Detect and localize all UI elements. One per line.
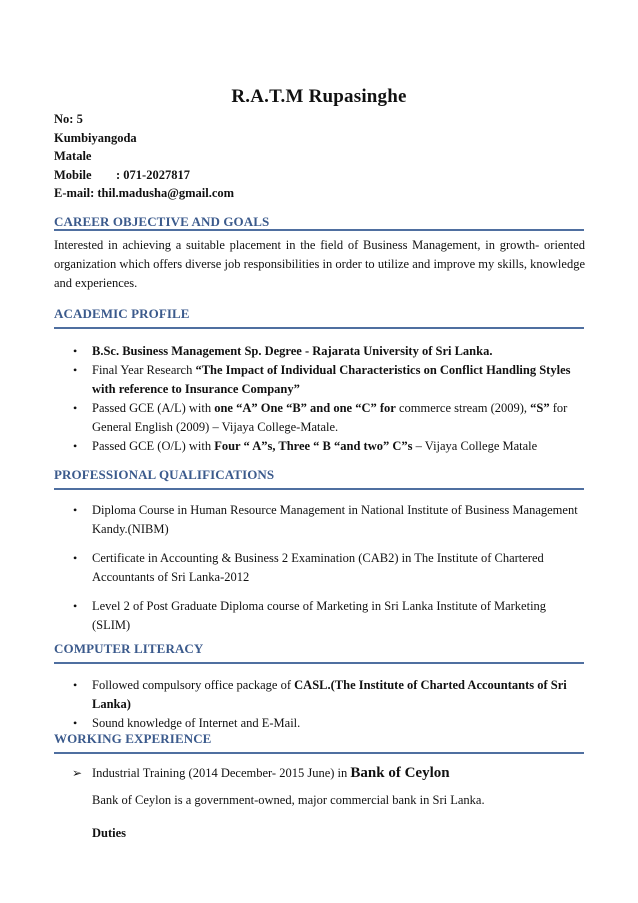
computer-heading: COMPUTER LITERACY xyxy=(54,641,204,656)
email-label: E-mail xyxy=(54,186,91,200)
mobile-row xyxy=(54,166,234,185)
duties-heading: Duties xyxy=(92,826,127,840)
candidate-name: R.A.T.M Rupasinghe xyxy=(231,86,407,107)
casl-name: CASL.(The Institute of Charted Accountants of Sri Lanka) xyxy=(92,678,567,711)
list-item xyxy=(54,399,584,437)
bullet-icon: • xyxy=(73,678,78,692)
bullet-icon: • xyxy=(73,503,78,517)
list-item xyxy=(54,597,584,635)
al-school: for General English (2009) – Vijaya College-Matale. xyxy=(92,401,568,434)
al-grades: one “A” One “B” and one “C” for xyxy=(214,401,396,415)
working-rule xyxy=(54,752,584,754)
bullet-icon: • xyxy=(73,344,78,358)
academic-list xyxy=(54,342,584,456)
computer-list xyxy=(54,676,584,733)
bullet-icon: • xyxy=(73,716,78,730)
computer-rule xyxy=(54,662,584,664)
working-heading: WORKING EXPERIENCE xyxy=(54,731,212,746)
training-item xyxy=(72,765,450,782)
email-value: : thil.madusha@gmail.com xyxy=(90,186,235,200)
academic-item-4-text: Passed GCE (O/L) with xyxy=(92,439,215,453)
professional-heading: PROFESSIONAL QUALIFICATIONS xyxy=(54,467,275,482)
list-item xyxy=(54,549,584,587)
bullet-icon: • xyxy=(73,401,78,415)
professional-rule xyxy=(54,488,584,490)
professional-item-1: Diploma Course in Human Resource Management in National Institute of Business Management Kandy.(NIBM) xyxy=(92,503,578,536)
list-item xyxy=(54,437,584,456)
bank-name: Bank of Ceylon xyxy=(350,765,450,781)
english-grade: “S” xyxy=(530,401,550,415)
academic-rule xyxy=(54,327,584,329)
academic-heading: ACADEMIC PROFILE xyxy=(54,306,190,321)
career-heading: CAREER OBJECTIVE AND GOALS xyxy=(54,214,270,229)
bullet-icon: • xyxy=(73,363,78,377)
ol-grades: Four “ A”s, Three “ B “and two” C”s xyxy=(214,439,413,453)
address-line-3: Matale xyxy=(54,149,92,163)
career-text: Interested in achieving a suitable placement in the field of Business Management, in growth- oriented organization which offers diverse job responsibilities in order to utilize and improve my skills, knowledge and experiences. xyxy=(54,238,585,290)
professional-list xyxy=(54,501,584,645)
research-title: “The Impact of Individual Characteristics on Conflict Handling Styles with reference to Insurance Company” xyxy=(92,363,571,396)
career-rule xyxy=(54,229,584,231)
computer-item-2: Sound knowledge of Internet and E-Mail. xyxy=(92,716,301,730)
professional-item-3: Level 2 of Post Graduate Diploma course of Marketing in Sri Lanka Institute of Marketing (SLIM) xyxy=(92,599,547,632)
mobile-label: Mobile xyxy=(54,167,92,182)
arrow-bullet-icon: ➢ xyxy=(72,766,83,780)
ol-school: – Vijaya College Matale xyxy=(412,439,538,453)
list-item xyxy=(54,361,584,399)
professional-item-2: Certificate in Accounting & Business 2 Examination (CAB2) in The Institute of Chartered Accountants of Sri Lanka-2012 xyxy=(92,551,544,584)
academic-item-1: B.Sc. Business Management Sp. Degree - Rajarata University of Sri Lanka. xyxy=(92,344,493,358)
mobile-value: : 071-2027817 xyxy=(116,167,190,182)
computer-item-1-text: Followed compulsory office package of xyxy=(92,678,295,692)
address-line-2: Kumbiyangoda xyxy=(54,130,137,145)
contact-block xyxy=(54,110,234,203)
bullet-icon: • xyxy=(73,599,78,613)
list-item xyxy=(54,501,584,539)
list-item xyxy=(54,342,584,361)
bullet-icon: • xyxy=(73,551,78,565)
academic-item-3-text: Passed GCE (A/L) with xyxy=(92,401,215,415)
training-text: Industrial Training (2014 December- 2015 June) in xyxy=(92,766,351,780)
bullet-icon: • xyxy=(73,439,78,453)
email-row xyxy=(54,184,234,203)
list-item xyxy=(54,676,584,714)
al-stream: commerce stream (2009), xyxy=(395,401,531,415)
academic-item-2-text: Final Year Research xyxy=(92,363,196,377)
bank-description: Bank of Ceylon is a government-owned, major commercial bank in Sri Lanka. xyxy=(92,793,485,807)
address-line-1: No: 5 xyxy=(54,112,83,126)
